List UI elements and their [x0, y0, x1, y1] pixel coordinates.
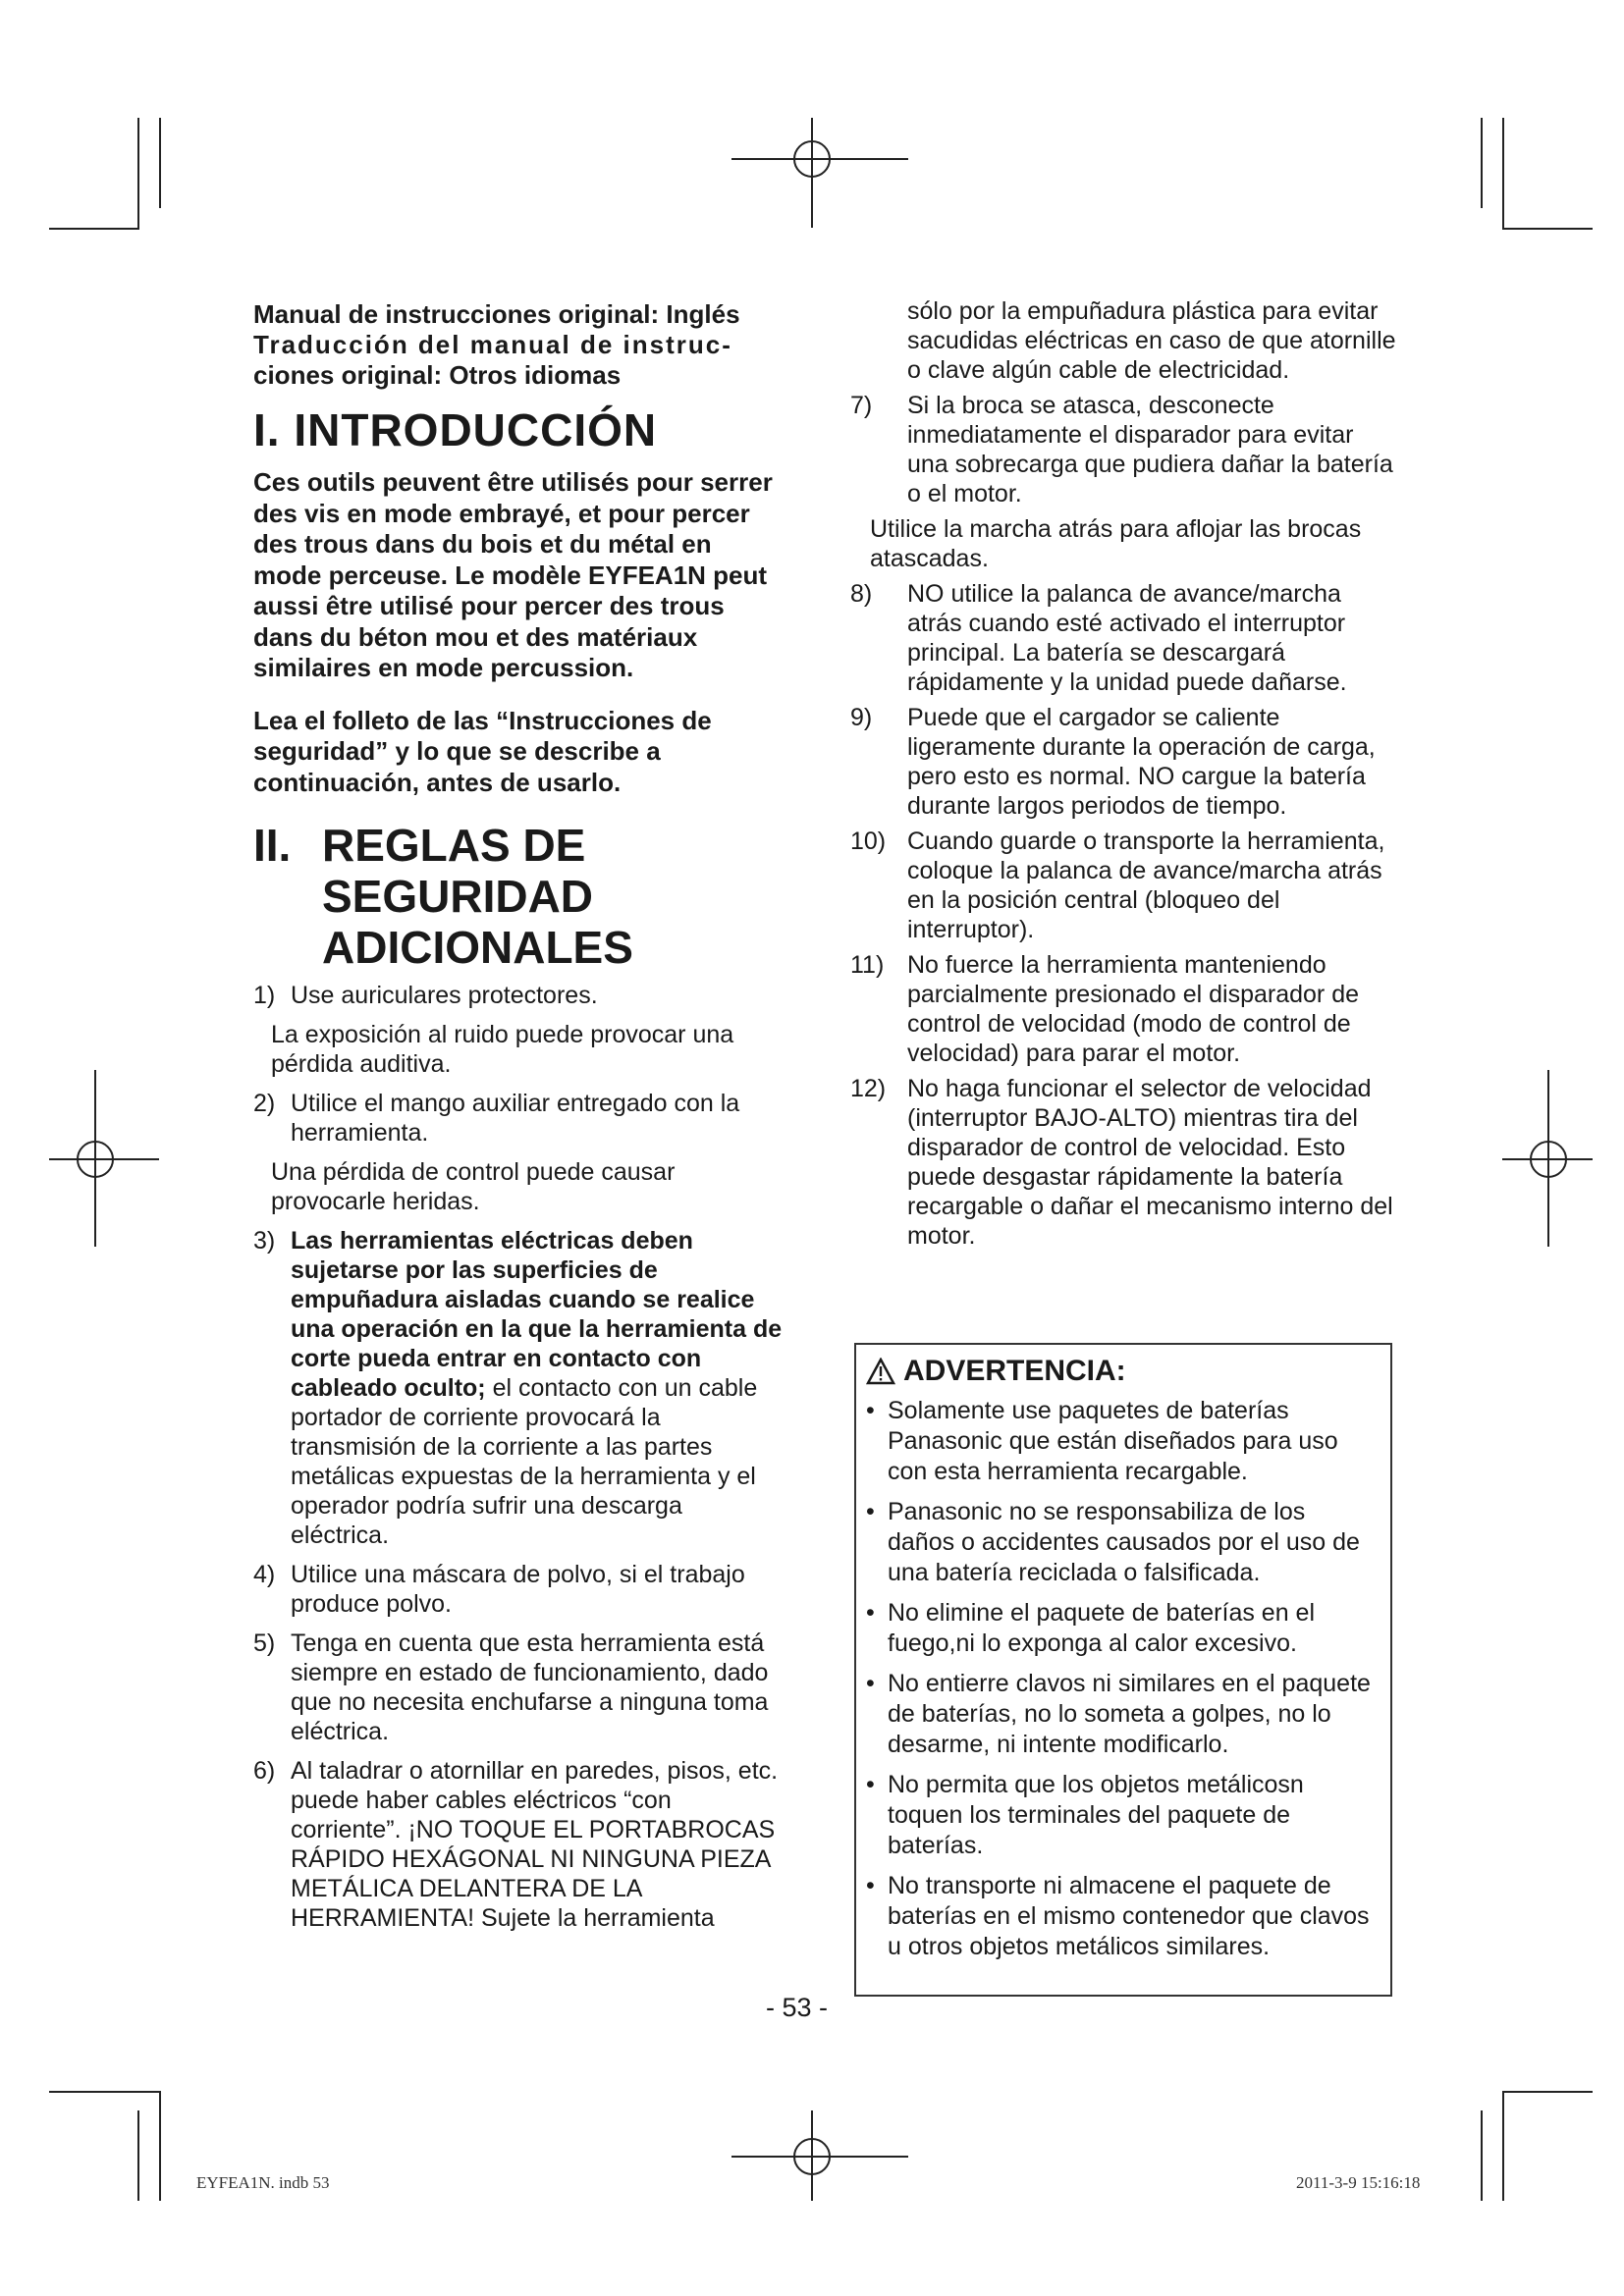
list-item [850, 579, 1400, 697]
bullet-text: Panasonic no se responsabiliza de los daños o accidentes causados por el uso de una batería reciclada o falsificada. [888, 1498, 1360, 1586]
item-number: 1) [253, 982, 276, 1009]
warning-title-text: ADVERTENCIA: [903, 1355, 1126, 1387]
bullet-icon: • [866, 1771, 875, 1798]
section-title-reglas [253, 820, 784, 973]
bullet-icon: • [866, 1599, 875, 1627]
warning-title [866, 1353, 1379, 1390]
footer-file: EYFEA1N. indb 53 [196, 2173, 330, 2192]
section-title-line-1: REGLAS DE [322, 820, 586, 871]
list-item [253, 1560, 784, 1619]
list-item [850, 827, 1400, 944]
item-number: 6) [253, 1757, 276, 1785]
warning-box [854, 1343, 1392, 1997]
item-text: el contacto con un cable portador de corriente provocará la transmisión de la corriente a las partes metálicas expuestas de la herramienta y el operador podría sufrir una descarga eléctrica. [291, 1374, 758, 1549]
right-column [850, 296, 1400, 1256]
item-number: 8) [850, 580, 873, 608]
item-number: 11) [850, 951, 885, 979]
warning-bullet [866, 1871, 1379, 1962]
item-text: Utilice la marcha atrás para aflojar las brocas atascadas. [870, 515, 1362, 572]
bullet-text: No permita que los objetos metálicosn toquen los terminales del paquete de baterías. [888, 1771, 1304, 1859]
read-safety-paragraph: Lea el folleto de las “Instrucciones de seguridad” y lo que se describe a continuación, antes de usarlo. [253, 705, 712, 797]
header-line-2: Traducción del manual de instruc- [253, 330, 732, 359]
item-number: 9) [850, 704, 873, 731]
left-column [253, 299, 784, 1943]
warning-triangle-icon [866, 1358, 895, 1385]
warning-bullet [866, 1396, 1379, 1487]
item-sub-text: La exposición al ruido puede provocar una pérdida auditiva. [271, 1021, 734, 1078]
header-line-1: Manual de instrucciones original: Inglés [253, 299, 740, 329]
item-number: 12) [850, 1075, 887, 1102]
bullet-icon: • [866, 1498, 875, 1525]
bullet-text: No transporte ni almacene el paquete de baterías en el mismo contenedor que clavos u otros objetos metálicos similares. [888, 1872, 1370, 1960]
bullet-icon: • [866, 1397, 875, 1424]
item-text: Puede que el cargador se caliente ligeramente durante la operación de carga, pero esto es normal. NO cargue la batería durante largos periodos de tiempo. [907, 704, 1376, 820]
warning-bullet [866, 1497, 1379, 1588]
item-text: NO utilice la palanca de avance/marcha atrás cuando esté activado el interruptor principal. La batería se descargará rápidamente y la unidad puede dañarse. [907, 580, 1347, 696]
item-heading: Use auriculares protectores. [291, 982, 598, 1009]
bullet-icon: • [866, 1872, 875, 1899]
item-number: 4) [253, 1561, 276, 1588]
item-text: Cuando guarde o transporte la herramienta, coloque la palanca de avance/marcha atrás en la posición central (bloqueo del interruptor). [907, 828, 1385, 943]
footer-datetime: 2011-3-9 15:16:18 [1296, 2173, 1421, 2192]
section-number: II. [253, 820, 292, 871]
list-item [850, 391, 1400, 508]
bullet-icon: • [866, 1670, 875, 1697]
header-line-3: ciones original: Otros idiomas [253, 360, 622, 390]
item-text: No fuerce la herramienta manteniendo parcialmente presionado el disparador de control de velocidad (modo de control de velocidad) para parar el motor. [907, 951, 1360, 1067]
item-number: 10) [850, 828, 887, 855]
bullet-text: No entierre clavos ni similares en el paquete de baterías, no lo someta a golpes, no lo desarme, ni intente modificarlo. [888, 1670, 1371, 1758]
item-number: 5) [253, 1629, 276, 1657]
section-title-line-2: SEGURIDAD [322, 871, 594, 922]
list-item [253, 1089, 784, 1148]
section-title-introduccion: I. INTRODUCCIÓN [253, 404, 658, 455]
item-number: 7) [850, 392, 873, 419]
item-number: 2) [253, 1090, 276, 1117]
list-item [253, 1226, 784, 1550]
item-text: Utilice una máscara de polvo, si el trabajo produce polvo. [291, 1561, 745, 1618]
item-body [291, 1226, 784, 1550]
list-item [253, 1629, 784, 1746]
warning-bullet [866, 1598, 1379, 1659]
list-item [850, 703, 1400, 821]
list-item [253, 981, 784, 1010]
section-title-line-3: ADICIONALES [322, 922, 633, 973]
item-heading: Utilice el mango auxiliar entregado con la herramienta. [291, 1090, 740, 1147]
bullet-text: No elimine el paquete de baterías en el fuego,ni lo exponga al calor excesivo. [888, 1599, 1316, 1657]
item-text: Al taladrar o atornillar en paredes, pisos, etc. puede haber cables eléctricos “con corriente”. ¡NO TOQUE EL PORTABROCAS RÁPIDO HEXÁGONAL NI NINGUNA PIEZA METÁLICA DELANTERA DE LA HERRAMIENTA! Sujete la herramienta [291, 1757, 779, 1932]
item-text: Tenga en cuenta que esta herramienta está siempre en estado de funcionamiento, dado que no necesita enchufarse a ninguna toma eléctrica. [291, 1629, 769, 1745]
list-item [850, 950, 1400, 1068]
item-number: 3) [253, 1227, 276, 1255]
page-number: - 53 - [766, 1993, 829, 2022]
item-text: No haga funcionar el selector de velocidad (interruptor BAJO-ALTO) mientras tira del disparador de control de velocidad. Esto puede desgastar rápidamente la batería recargable o dañar el mecanismo interno del motor. [907, 1075, 1393, 1250]
item-text: sólo por la empuñadura plástica para evitar sacudidas eléctricas en caso de que atornille o clave algún cable de electricidad. [907, 297, 1396, 384]
list-item [850, 1074, 1400, 1251]
list-item [850, 514, 1400, 573]
bullet-text: Solamente use paquetes de baterías Panasonic que están diseñados para uso con esta herramienta recargable. [888, 1397, 1338, 1485]
item-sub-text: Una pérdida de control puede causar provocarle heridas. [271, 1158, 676, 1215]
warning-bullet [866, 1770, 1379, 1861]
warning-bullet [866, 1669, 1379, 1760]
list-item-continued [850, 296, 1400, 385]
list-item [253, 1756, 784, 1933]
item-heading: Las herramientas eléctricas deben sujetarse por las superficies de empuñadura aisladas cuando se realice una operación en la que la herramienta de corte pueda entrar en contacto con cableado oculto; [291, 1227, 783, 1402]
intro-paragraph: Ces outils peuvent être utilisés pour serrer des vis en mode embrayé, et pour percer des trous dans du bois et du métal en mode perceuse. Le modèle EYFEA1N peut aussi être utilisé pour percer des trous dans du béton mou et des matériaux similaires en mode percussion. [253, 467, 773, 682]
item-text: Si la broca se atasca, desconecte inmediatamente el disparador para evitar una sobrecarga que pudiera dañar la batería o el motor. [907, 392, 1393, 507]
